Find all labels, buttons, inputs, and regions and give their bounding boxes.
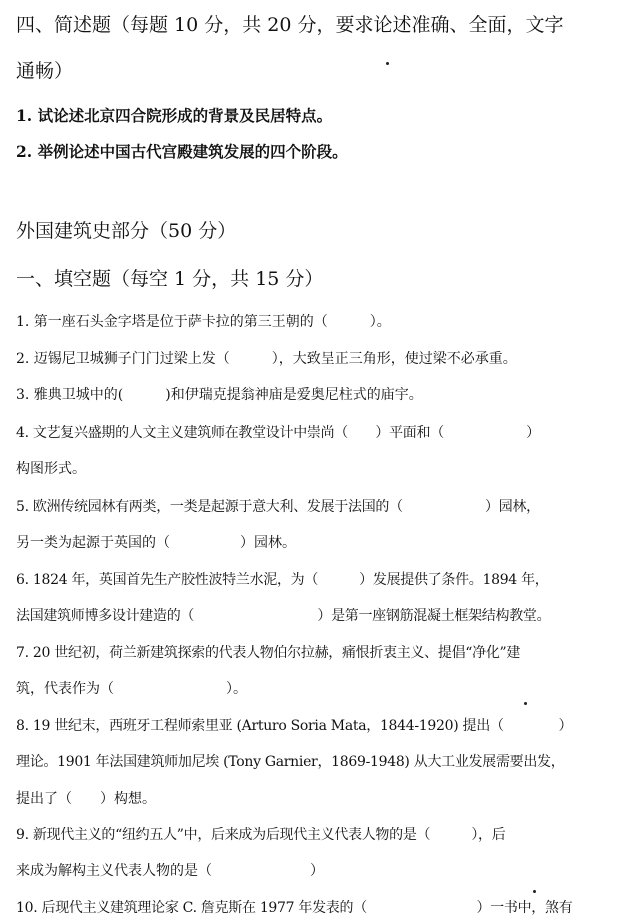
scan-speck <box>524 702 527 705</box>
scan-speck <box>533 890 536 893</box>
fill-line-4-cont: 构图形式。 <box>16 461 86 477</box>
fill-line-8-cont-2: 提出了（ ）构想。 <box>16 791 156 807</box>
fill-line-9: 9. 新现代主义的“纽约五人”中，后来成为后现代主义代表人物的是（ ），后 <box>16 827 506 843</box>
fill-line-6: 6. 1824 年，英国首先生产胶性波特兰水泥，为（ ）发展提供了条件。1894 年， <box>16 572 549 588</box>
essay-question-1: 1. 试论述北京四合院形成的背景及民居特点。 <box>16 106 333 125</box>
fill-line-4: 4. 文艺复兴盛期的人文主义建筑师在教堂设计中崇尚（ ）平面和（ ） <box>16 425 540 441</box>
essay-question-2: 2. 举例论述中国古代宫殿建筑发展的四个阶段。 <box>16 142 348 161</box>
fill-line-7: 7. 20 世纪初，荷兰新建筑探索的代表人物伯尔拉赫，痛恨折衷主义、提倡“净化”建 <box>16 645 521 661</box>
section-four-title-cont: 通畅） <box>16 60 74 82</box>
fill-blank-title: 一、填空题（每空 1 分，共 15 分） <box>16 268 324 290</box>
scan-speck <box>386 62 389 65</box>
fill-line-10: 10. 后现代主义建筑理论家 C. 詹克斯在 1977 年发表的（ ）一书中，煞有 <box>16 900 573 916</box>
fill-line-8-cont: 理论。1901 年法国建筑师加尼埃 (Tony Garnier，1869-1948) 从大工业发展需要出发， <box>16 754 565 770</box>
fill-line-1: 1. 第一座石头金字塔是位于萨卡拉的第三王朝的（ ）。 <box>16 314 391 330</box>
fill-line-6-cont: 法国建筑师博多设计建造的（ ）是第一座钢筋混凝土框架结构教堂。 <box>16 608 551 624</box>
foreign-part-title: 外国建筑史部分（50 分） <box>16 220 237 242</box>
fill-line-3: 3. 雅典卫城中的( )和伊瑞克提翁神庙是爱奥尼柱式的庙宇。 <box>16 387 423 403</box>
fill-line-9-cont: 来成为解构主义代表人物的是（ ） <box>16 863 324 879</box>
fill-line-5: 5. 欧洲传统园林有两类，一类是起源于意大利、发展于法国的（ ）园林， <box>16 499 540 515</box>
fill-line-5-cont: 另一类为起源于英国的（ ）园林。 <box>16 535 296 551</box>
fill-line-7-cont: 筑，代表作为（ ）。 <box>16 681 247 697</box>
fill-line-2: 2. 迈锡尼卫城狮子门门过梁上发（ ），大致呈正三角形，使过梁不必承重。 <box>16 351 517 367</box>
section-four-title: 四、简述题（每题 10 分，共 20 分，要求论述准确、全面，文字 <box>16 14 564 36</box>
fill-line-8: 8. 19 世纪末，西班牙工程师索里亚 (Arturo Soria Mata，1844-1920) 提出（ ） <box>16 718 573 734</box>
